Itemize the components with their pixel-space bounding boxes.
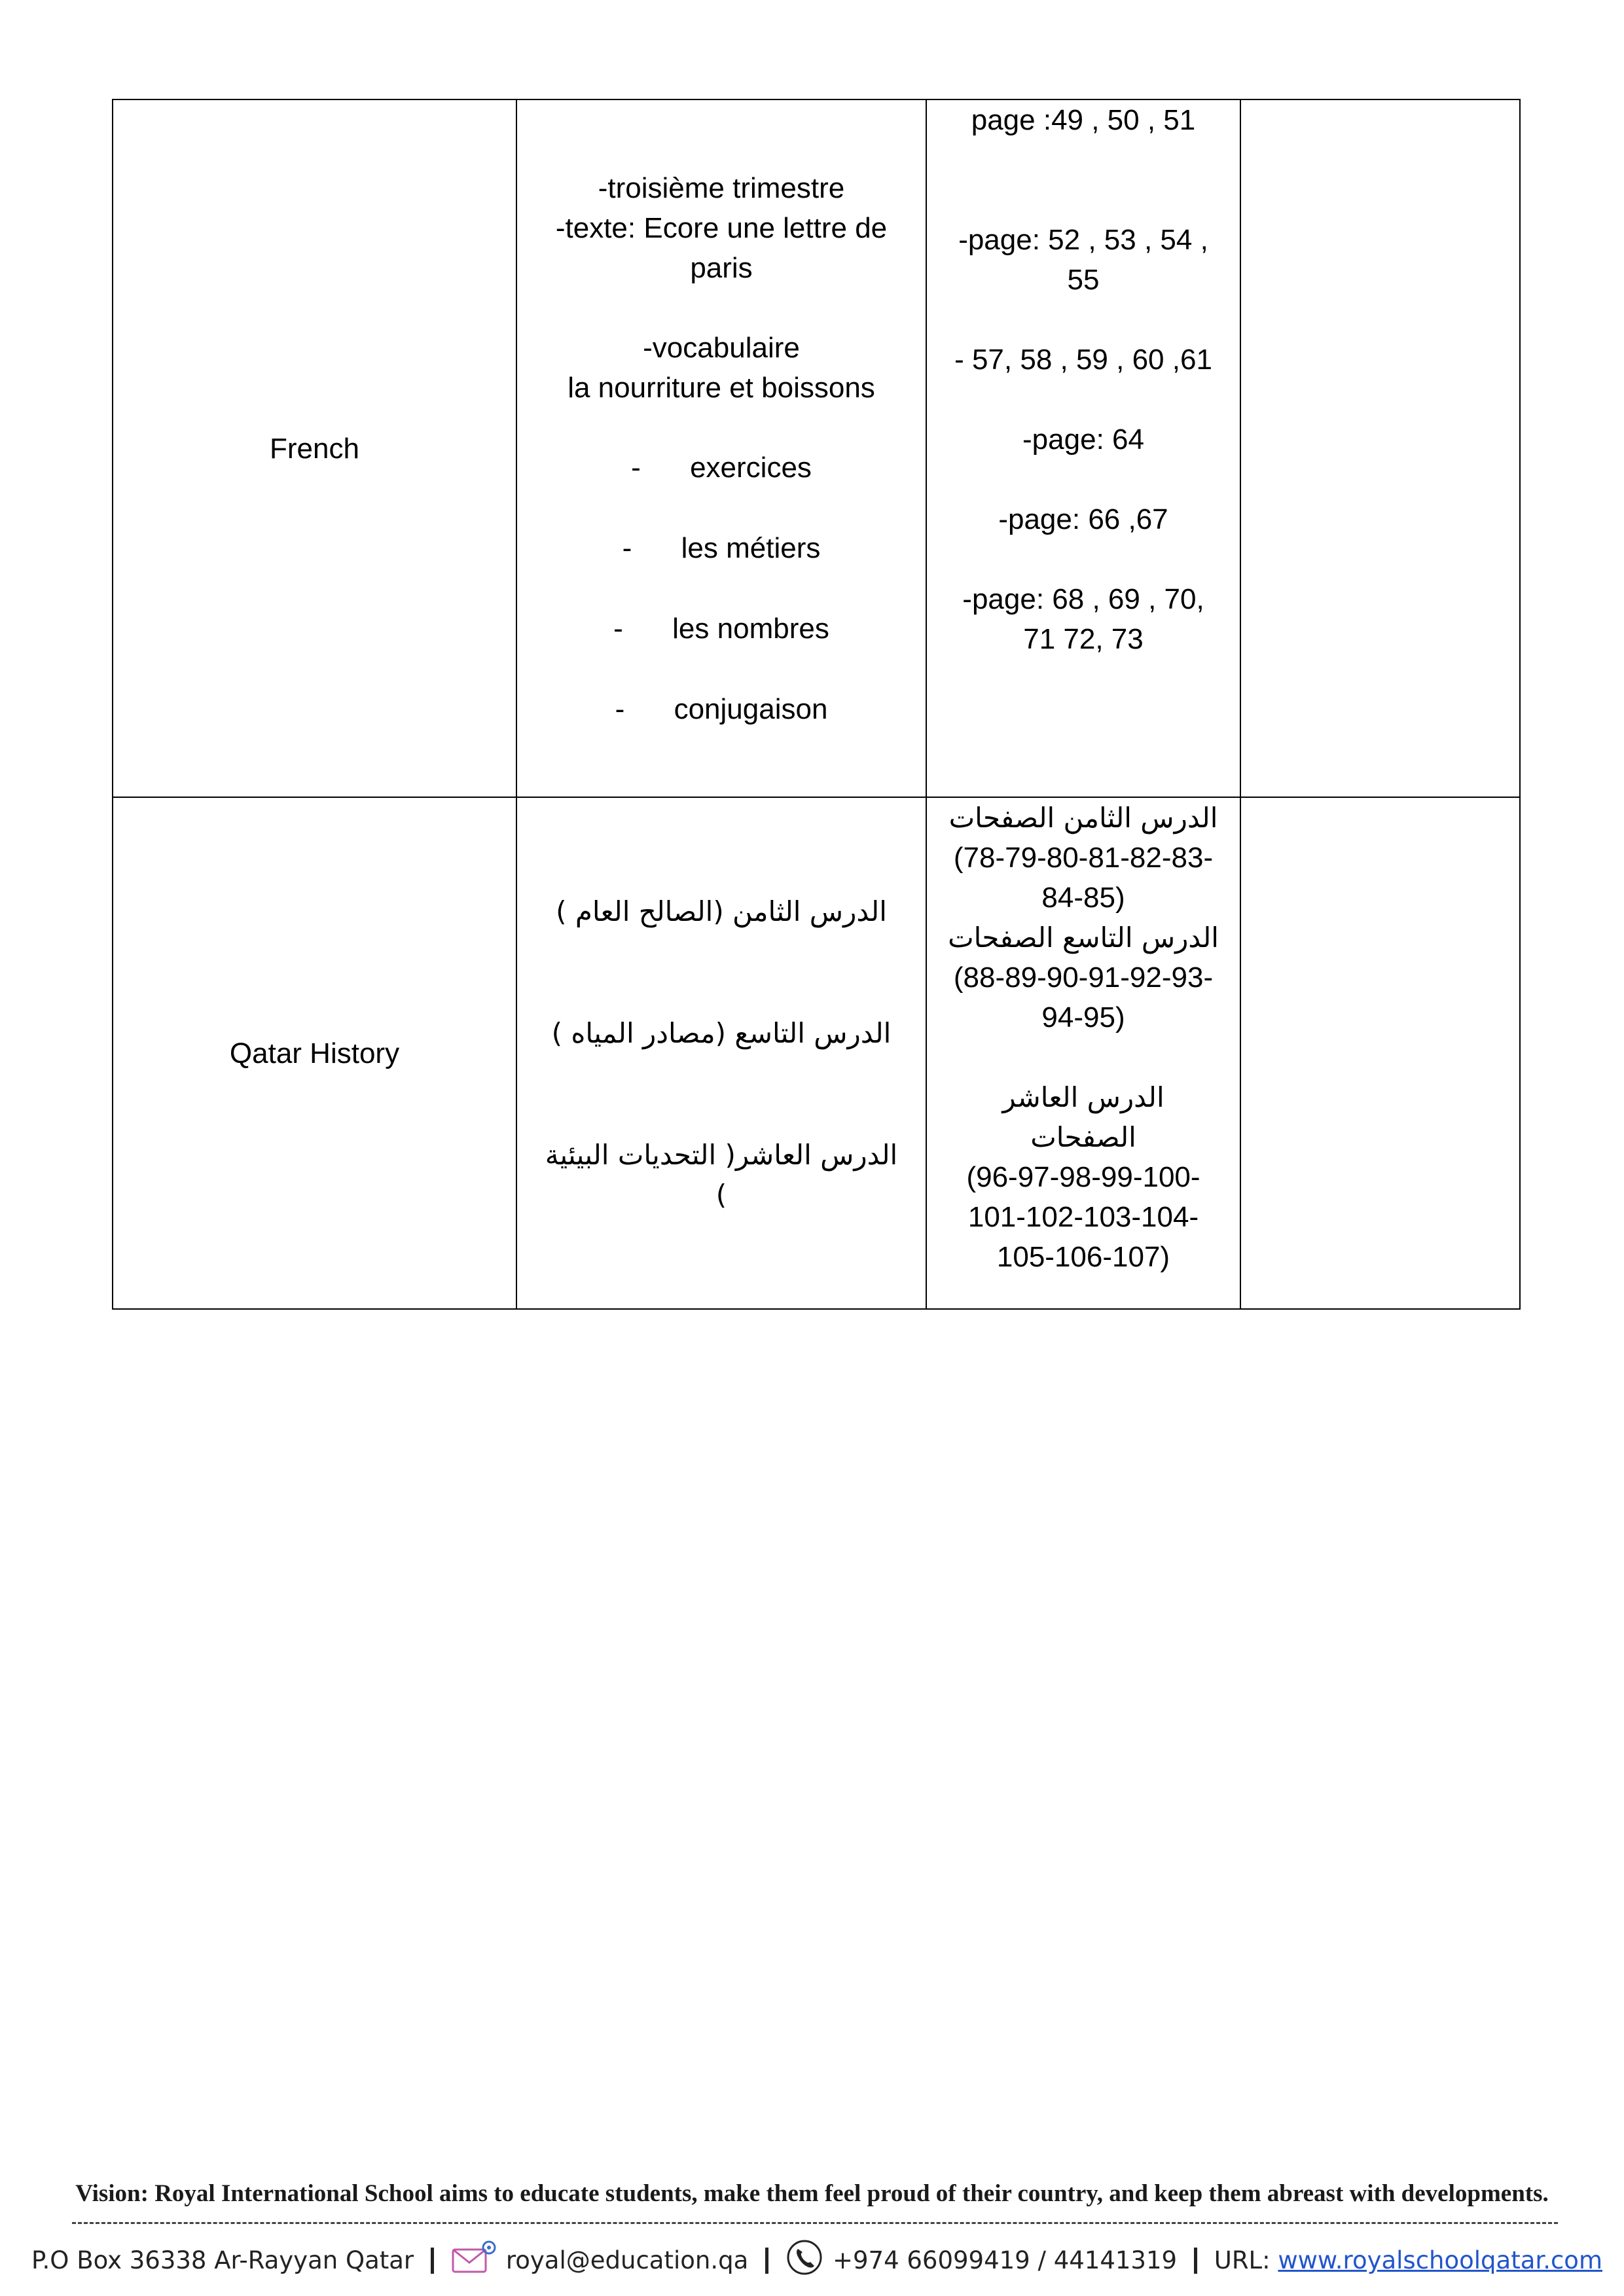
pages-line: الدرس الثامن الصفحات [948, 802, 1218, 834]
pages-line: -page: 68 , 69 , 70, 71 72, 73 [962, 583, 1204, 655]
list-item-label: les métiers [681, 531, 821, 564]
separator [1194, 2248, 1197, 2274]
content-line: الدرس العاشر( التحديات البيئية ) [545, 1139, 898, 1211]
pages-line: -page: 64 [1022, 423, 1144, 456]
notes-cell [1240, 99, 1520, 797]
content-line: -texte: Ecore une lettre de paris [555, 211, 888, 284]
pages-line: الدرس التاسع الصفحات [948, 922, 1219, 954]
content-line: الدرس التاسع (مصادر المياه ) [551, 1017, 892, 1049]
pages-line: - 57, 58 , 59 , 60 ,61 [954, 344, 1212, 376]
list-item-label: conjugaison [674, 692, 828, 725]
content-cell [516, 99, 926, 797]
separator [431, 2248, 434, 2274]
pages-line: page :49 , 50 , 51 [971, 104, 1196, 136]
content-cell [516, 797, 926, 1309]
url-label: URL: [1214, 2246, 1271, 2274]
subject-name: French [270, 432, 359, 465]
email[interactable]: royal@education.qa [505, 2246, 749, 2274]
pages-cell [926, 797, 1240, 1309]
notes-cell [1240, 797, 1520, 1309]
content-line: -troisième trimestre [598, 171, 845, 204]
list-item [631, 448, 812, 488]
website-link[interactable]: www.royalschoolqatar.com [1278, 2246, 1602, 2274]
list-item [615, 689, 828, 729]
phone[interactable]: +974 66099419 / 44141319 [833, 2246, 1178, 2274]
subject-cell [113, 99, 516, 797]
email-icon [451, 2240, 497, 2280]
footer-contact [31, 2238, 1602, 2282]
pages-line: (96-97-98-99-100-101-102-103-104-105-106-107) [966, 1161, 1200, 1273]
list-item [623, 528, 821, 568]
bullet-marker: - [615, 692, 625, 725]
footer-divider [72, 2222, 1558, 2224]
list-item-label: les nombres [672, 612, 829, 645]
pages-line: -page: 66 ,67 [998, 503, 1168, 535]
content-line: الدرس الثامن (الصالح العام ) [556, 895, 887, 927]
list-item [613, 609, 829, 649]
subject-cell [113, 797, 516, 1309]
pages-cell [926, 99, 1240, 797]
pages-line: (88-89-90-91-92-93-94-95) [953, 961, 1214, 1033]
pages-line: (78-79-80-81-82-83-84-85) [953, 842, 1214, 914]
content-line: -vocabulaire [643, 331, 800, 364]
bullet-marker: - [613, 612, 623, 645]
bullet-marker: - [622, 531, 632, 564]
content-line: la nourriture et boissons [568, 371, 875, 404]
subject-name: Qatar History [229, 1037, 400, 1069]
list-item-label: exercices [690, 451, 812, 484]
table-row [113, 99, 1520, 797]
vision-statement: Vision: Royal International School aims to educate students, make them feel proud of their country, and keep them abreast with developments. [75, 2180, 1549, 2207]
pages-line: -page: 52 , 53 , 54 , 55 [958, 224, 1208, 296]
separator [765, 2248, 768, 2274]
address: P.O Box 36338 Ar-Rayyan Qatar [31, 2246, 414, 2274]
phone-icon [785, 2238, 823, 2282]
bullet-marker: - [631, 451, 641, 484]
pages-line: الدرس العاشر الصفحات [1002, 1081, 1164, 1153]
curriculum-table [112, 99, 1521, 1310]
table-row [113, 797, 1520, 1309]
